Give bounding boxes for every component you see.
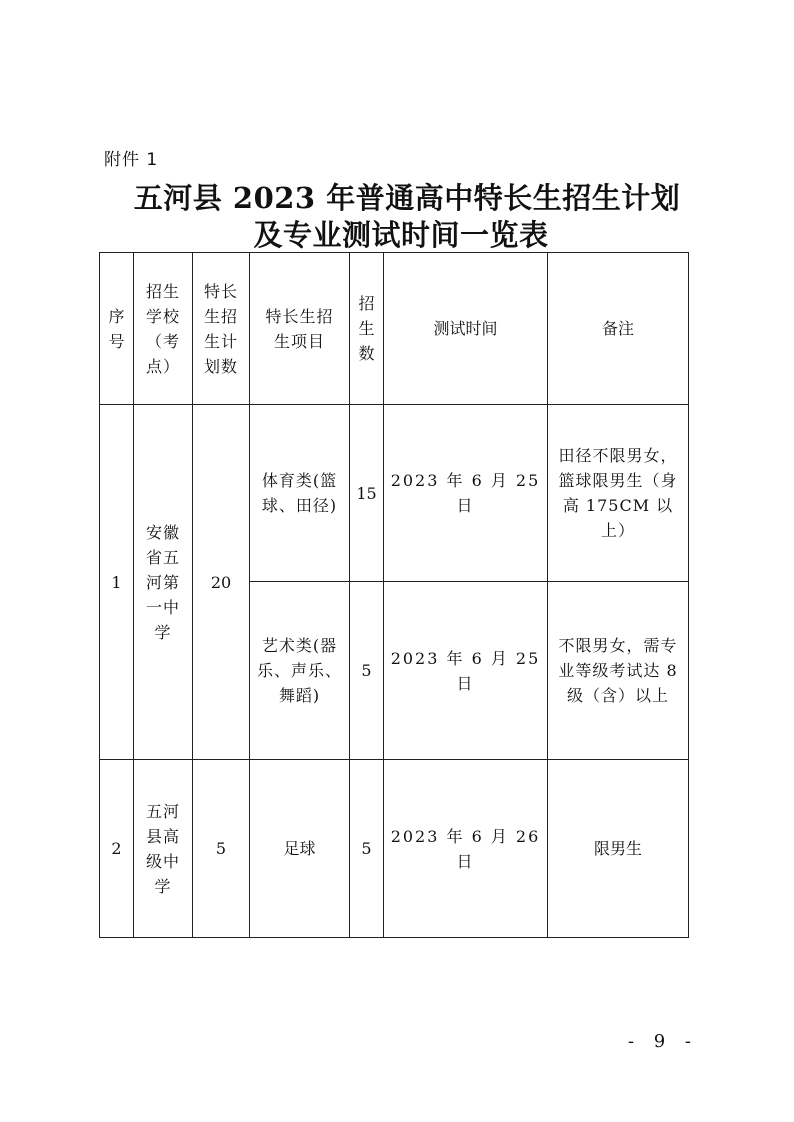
header-project: 特长生招生项目 xyxy=(250,253,350,405)
row-2-school: 五河县高级中学 xyxy=(134,760,193,938)
row-1-index: 1 xyxy=(100,405,134,760)
table-row xyxy=(100,760,689,938)
header-count: 招生数 xyxy=(350,253,384,405)
row-1-item-2-remarks: 不限男女，需专业等级考试达 8 级（含）以上 xyxy=(548,582,689,760)
row-2-item-1-project: 足球 xyxy=(250,760,350,938)
document-title-line-2: 及专业测试时间一览表 xyxy=(253,218,549,252)
row-2-item-1-test-time: 2023 年 6 月 26 日 xyxy=(384,760,548,938)
header-remarks: 备注 xyxy=(548,253,689,405)
page-number: - 9 - xyxy=(627,1031,698,1052)
enrollment-plan-table xyxy=(99,252,689,938)
row-1-school: 安徽省五河第一中学 xyxy=(134,405,193,760)
row-1-item-2-test-time: 2023 年 6 月 25 日 xyxy=(384,582,548,760)
row-1-plan: 20 xyxy=(193,405,250,760)
header-index: 序号 xyxy=(100,253,134,405)
header-plan: 特长生招生计划数 xyxy=(193,253,250,405)
row-1-item-2-count: 5 xyxy=(350,582,384,760)
row-2-item-1-count: 5 xyxy=(350,760,384,938)
header-school: 招生学校（考点） xyxy=(134,253,193,405)
row-1-item-1-remarks: 田径不限男女，篮球限男生（身高 175CM 以上） xyxy=(548,405,689,582)
table-row xyxy=(100,405,689,582)
row-2-plan: 5 xyxy=(193,760,250,938)
row-1-item-1-project: 体育类(篮球、田径) xyxy=(250,405,350,582)
header-test-time: 测试时间 xyxy=(384,253,548,405)
row-2-index: 2 xyxy=(100,760,134,938)
row-1-item-1-count: 15 xyxy=(350,405,384,582)
attachment-label: 附件 1 xyxy=(104,150,159,170)
row-1-item-1-test-time: 2023 年 6 月 25 日 xyxy=(384,405,548,582)
table-header-row xyxy=(100,253,689,405)
document-title-line-1: 五河县 2023 年普通高中特长生招生计划 xyxy=(133,181,681,215)
row-2-item-1-remarks: 限男生 xyxy=(548,760,689,938)
row-1-item-2-project: 艺术类(器乐、声乐、舞蹈) xyxy=(250,582,350,760)
